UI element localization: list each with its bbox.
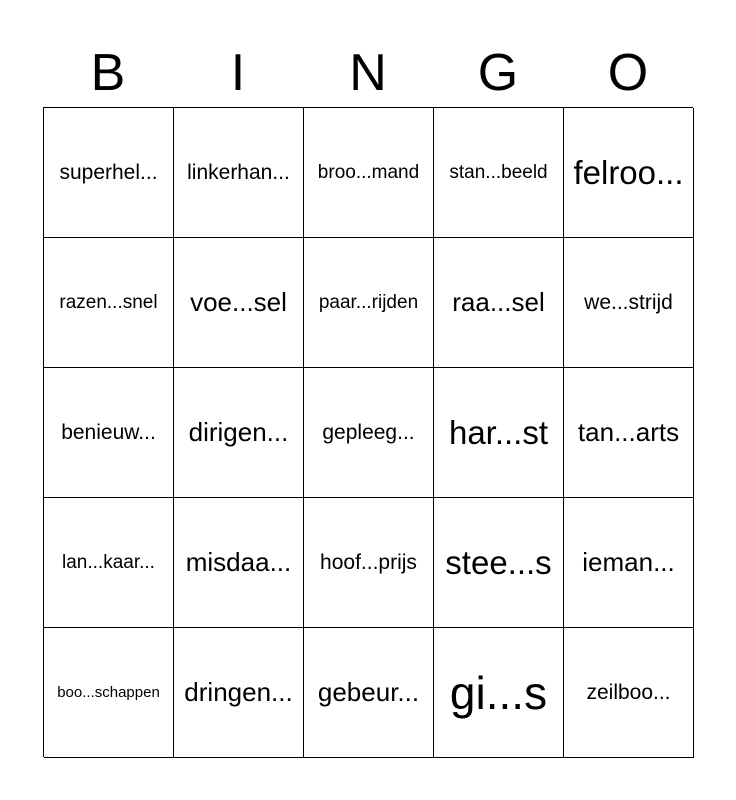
bingo-cell-r5c1[interactable]: boo...schappen [44, 628, 174, 758]
bingo-cell-r4c4[interactable]: stee...s [434, 498, 564, 628]
header-letter-o: O [607, 44, 649, 102]
bingo-cell-r1c3[interactable]: broo...mand [304, 108, 434, 238]
header-letter-i: I [230, 44, 246, 102]
bingo-cell-r1c4[interactable]: stan...beeld [434, 108, 564, 238]
bingo-cell-r3c1[interactable]: benieuw... [44, 368, 174, 498]
bingo-cell-r5c4[interactable]: gi...s [434, 628, 564, 758]
bingo-cell-r3c4[interactable]: har...st [434, 368, 564, 498]
bingo-cell-r1c5[interactable]: felroo... [564, 108, 694, 238]
bingo-cell-r5c2[interactable]: dringen... [174, 628, 304, 758]
bingo-cell-r4c5[interactable]: ieman... [564, 498, 694, 628]
bingo-cell-r5c3[interactable]: gebeur... [304, 628, 434, 758]
bingo-cell-r3c5[interactable]: tan...arts [564, 368, 694, 498]
bingo-cell-r2c5[interactable]: we...strijd [564, 238, 694, 368]
bingo-board [43, 107, 693, 757]
header-letter-b: B [90, 44, 126, 102]
bingo-cell-r1c1[interactable]: superhel... [44, 108, 174, 238]
bingo-header [43, 40, 693, 106]
bingo-cell-r3c2[interactable]: dirigen... [174, 368, 304, 498]
header-letter-g: G [477, 44, 519, 102]
bingo-cell-r4c1[interactable]: lan...kaar... [44, 498, 174, 628]
bingo-cell-r4c3[interactable]: hoof...prijs [304, 498, 434, 628]
bingo-cell-r2c2[interactable]: voe...sel [174, 238, 304, 368]
bingo-cell-r2c1[interactable]: razen...snel [44, 238, 174, 368]
bingo-cell-r3c3[interactable]: gepleeg... [304, 368, 434, 498]
bingo-cell-r4c2[interactable]: misdaa... [174, 498, 304, 628]
bingo-cell-r2c3[interactable]: paar...rijden [304, 238, 434, 368]
header-letter-n: N [349, 44, 387, 102]
bingo-cell-r2c4[interactable]: raa...sel [434, 238, 564, 368]
bingo-cell-r5c5[interactable]: zeilboo... [564, 628, 694, 758]
bingo-cell-r1c2[interactable]: linkerhan... [174, 108, 304, 238]
